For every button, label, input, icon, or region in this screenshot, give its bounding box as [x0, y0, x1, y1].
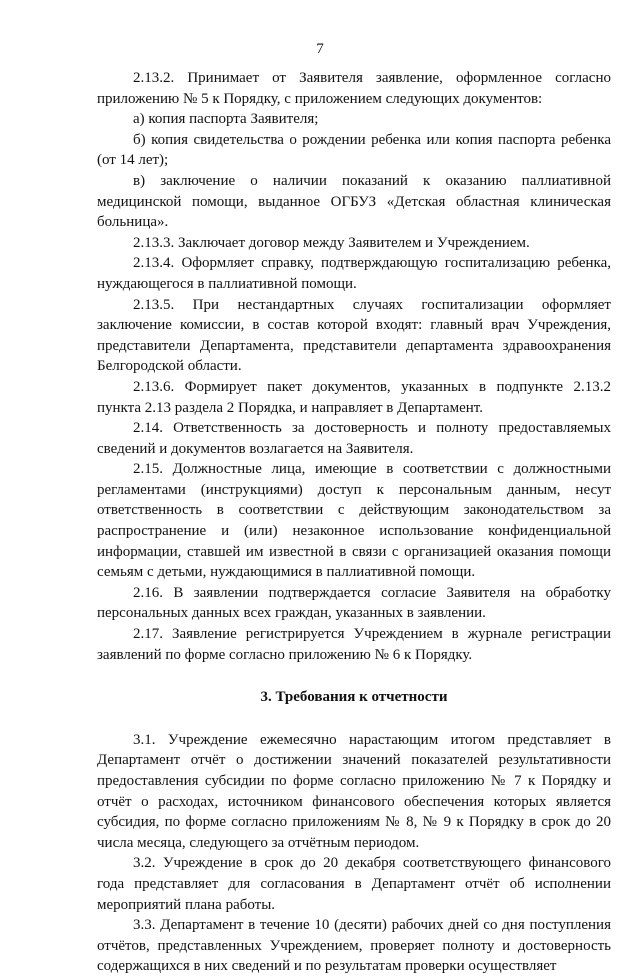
paragraph-2-13-5: 2.13.5. При нестандартных случаях госпитализации оформляет заключение комиссии, в состав которой входят: главный врач Учреждения, представители Департамента, представители департамента здравоохранения Белгородской области. [97, 296, 611, 375]
paragraph-2-13-3: 2.13.3. Заключает договор между Заявителем и Учреждением. [133, 234, 530, 251]
paragraph-2-15: 2.15. Должностные лица, имеющие в соответствии с должностными регламентами (инструкциями) доступ к персональным данным, несут ответственность в соответствии с действующим законодательством за распространение и (или) незаконное использование конфиденциальной информации, ставшей им известной в связи с организацией оказания помощи семьям с детьми, нуждающимися в паллиативной помощи. [97, 461, 611, 581]
list-item-b: б) копия свидетельства о рождении ребенка или копия паспорта ребенка (от 14 лет); [97, 131, 611, 169]
paragraph-2-13-6: 2.13.6. Формирует пакет документов, указанных в подпункте 2.13.2 пункта 2.13 раздела 2 Порядка, и направляет в Департамент. [97, 378, 611, 416]
document-body [97, 68, 611, 977]
paragraph-2-17: 2.17. Заявление регистрируется Учреждением в журнале регистрации заявлений по форме согласно приложению № 6 к Порядку. [97, 626, 611, 663]
paragraph-3-3: 3.3. Департамент в течение 10 (десяти) рабочих дней со дня поступления отчётов, представленных Учреждением, проверяет полноту и достоверность содержащихся в них сведений и по результатам проверки осуществляет [97, 917, 611, 975]
paragraph-2-16: 2.16. В заявлении подтверждается согласие Заявителя на обработку персональных данных всех граждан, указанных в заявлении. [97, 584, 611, 622]
page-number: 7 [316, 41, 324, 57]
paragraph-2-13-2: 2.13.2. Принимает от Заявителя заявление, оформленное согласно приложению № 5 к Порядку, с приложением следующих документов: [97, 70, 611, 107]
paragraph-2-14: 2.14. Ответственность за достоверность и полноту предоставляемых сведений и документов возлагается на Заявителя. [97, 420, 611, 457]
section-heading: 3. Требования к отчетности [260, 689, 448, 706]
list-item-a: а) копия паспорта Заявителя; [133, 111, 319, 128]
paragraph-2-13-4: 2.13.4. Оформляет справку, подтверждающую госпитализацию ребенка, нуждающегося в паллиативной помощи. [97, 255, 611, 292]
list-item-v: в) заключение о наличии показаний к оказанию паллиативной медицинской помощи, выданное ОГБУЗ «Детская областная клиническая больница». [97, 172, 611, 231]
paragraph-3-1: 3.1. Учреждение ежемесячно нарастающим итогом представляет в Департамент отчёт о достижении значений показателей результативности предоставления субсидии по форме согласно приложению № 7 к Порядку и отчёт о расходах, источником финансового обеспечения которых является субсидия, по форме согласно приложениям № 8, № 9 к Порядку в срок до 20 числа месяца, следующего за отчётным периодом. [97, 731, 611, 851]
paragraph-3-2: 3.2. Учреждение в срок до 20 декабря соответствующего финансового года представляет для согласования в Департамент отчёт об исполнении мероприятий плана работы. [97, 855, 611, 913]
